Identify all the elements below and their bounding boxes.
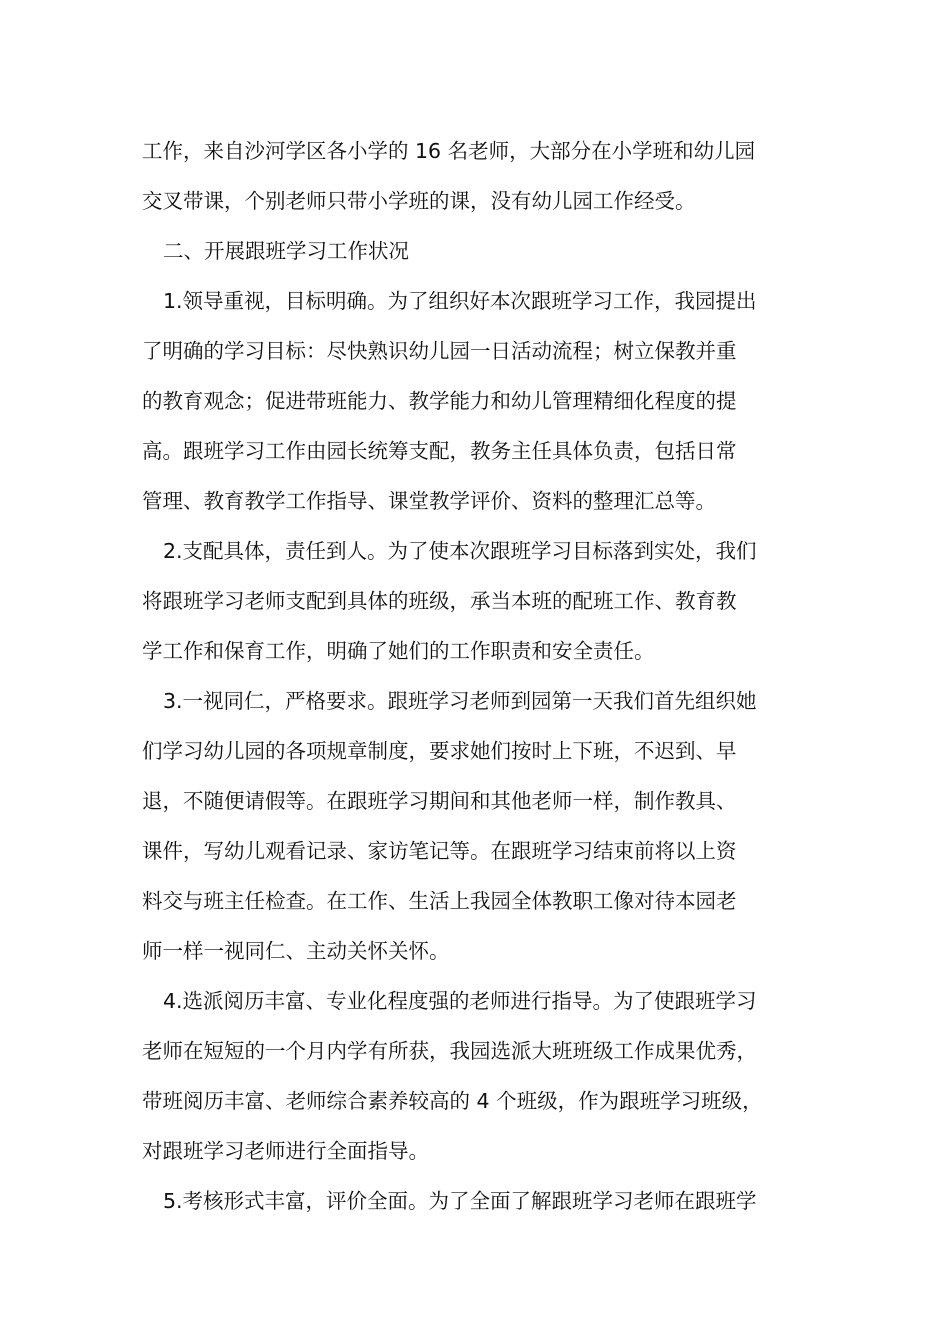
text-line: 了明确的学习目标：尽快熟识幼儿园一日活动流程；树立保教并重 [142,339,737,363]
text-line: 5.考核形式丰富，评价全面。为了全面了解跟班学习老师在跟班学 [163,1189,757,1213]
text-line: 师一样一视同仁、主动关怀关怀。 [142,939,450,963]
text-line: 3.一视同仁，严格要求。跟班学习老师到园第一天我们首先组织她 [163,689,757,713]
text-line: 对跟班学习老师进行全面指导。 [142,1139,429,1163]
text-line: 退，不随便请假等。在跟班学习期间和其他老师一样，制作教具、 [142,789,737,813]
text-line: 的教育观念；促进带班能力、教学能力和幼儿管理精细化程度的提 [142,389,737,413]
text-line: 2.支配具体，责任到人。为了使本次跟班学习目标落到实处，我们 [163,539,757,563]
text-line: 老师在短短的一个月内学有所获，我园选派大班班级工作成果优秀， [142,1039,757,1063]
text-line: 1.领导重视，目标明确。为了组织好本次跟班学习工作，我园提出 [163,289,757,313]
text-line: 管理、教育教学工作指导、课堂教学评价、资料的整理汇总等。 [142,489,716,513]
text-line: 们学习幼儿园的各项规章制度，要求她们按时上下班，不迟到、早 [142,739,737,763]
text-line: 学工作和保育工作，明确了她们的工作职责和安全责任。 [142,639,655,663]
document-body [142,126,822,1226]
text-line: 带班阅历丰富、老师综合素养较高的 4 个班级，作为跟班学习班级， [142,1089,763,1113]
text-line: 课件，写幼儿观看记录、家访笔记等。在跟班学习结束前将以上资 [142,839,737,863]
text-line: 4.选派阅历丰富、专业化程度强的老师进行指导。为了使跟班学习 [163,989,757,1013]
section-heading: 二、开展跟班学习工作状况 [163,239,409,263]
text-line: 高。跟班学习工作由园长统筹支配，教务主任具体负责，包括日常 [142,439,737,463]
text-line: 料交与班主任检查。在工作、生活上我园全体教职工像对待本园老 [142,889,737,913]
text-line: 将跟班学习老师支配到具体的班级，承当本班的配班工作、教育教 [142,589,737,613]
text-line: 交叉带课，个别老师只带小学班的课，没有幼儿园工作经受。 [142,189,696,213]
text-line: 工作，来自沙河学区各小学的 16 名老师，大部分在小学班和幼儿园 [142,139,756,163]
